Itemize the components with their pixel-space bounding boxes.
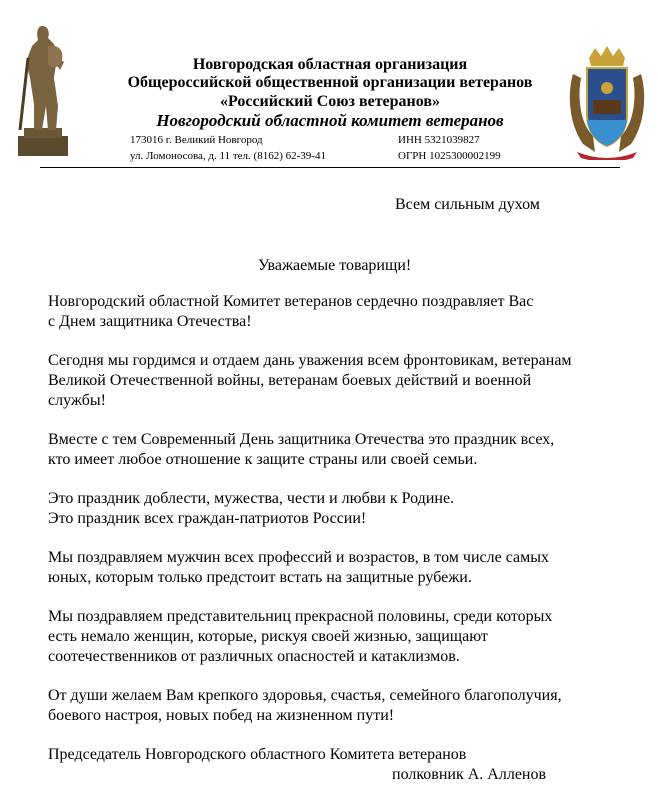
paragraph-1-line-1: Новгородский областной Комитет ветеранов сердечно поздравляет Вас — [48, 293, 534, 310]
paragraph-7-line-2: боевого настроя, новых побед на жизненном пути! — [48, 707, 395, 724]
paragraph-3-line-1: Вместе с тем Современный День защитника Отечества это праздник всех, — [48, 431, 555, 448]
org-name-line3: «Российский Союз ветеранов» — [219, 93, 441, 110]
paragraph-6-line-3: соотечественников от различных опасностей и катаклизмов. — [48, 648, 460, 665]
paragraph-2-line-2: Великой Отечественной войны, ветеранам боевых действий и военной — [48, 372, 532, 389]
paragraph-6-line-1: Мы поздравляем представительниц прекрасной половины, среди которых — [48, 608, 553, 625]
header-divider — [40, 167, 620, 168]
greeting: Уважаемые товарищи! — [258, 257, 412, 274]
paragraph-3-line-2: кто имеет любое отношение к защите страны или своей семьи. — [48, 451, 478, 468]
signature-title: Председатель Новгородского областного Комитета ветеранов — [48, 746, 467, 763]
paragraph-4-line-2: Это праздник всех граждан-патриотов России! — [48, 510, 367, 527]
org-name-line2: Общероссийской общественной организации ветеранов — [127, 74, 533, 91]
org-name-line4: Новгородский областной комитет ветеранов — [156, 111, 504, 130]
monument-image — [12, 18, 74, 158]
inn-number: ИНН 5321039827 — [398, 134, 480, 146]
paragraph-5-line-2: юных, которым только предстоит встать на защитные рубежи. — [48, 569, 472, 586]
paragraph-2-line-3: службы! — [48, 392, 106, 409]
paragraph-1-line-2: с Днем защитника Отечества! — [48, 313, 252, 330]
paragraph-4-line-1: Это праздник доблести, мужества, чести и любви к Родине. — [48, 490, 455, 507]
address-line2: ул. Ломоносова, д. 11 тел. (8162) 62-39-41 — [130, 150, 326, 162]
paragraph-2-line-1: Сегодня мы гордимся и отдаем дань уважения всем фронтовикам, ветеранам — [48, 352, 572, 369]
org-name-line1: Новгородская областная организация — [192, 56, 468, 73]
paragraph-6-line-2: есть немало женщин, которые, рискуя своей жизнью, защищают — [48, 628, 488, 645]
signature-name: полковник А. Алленов — [392, 766, 547, 783]
recipient: Всем сильным духом — [395, 196, 540, 213]
ogrn-number: ОГРН 1025300002199 — [398, 150, 501, 162]
address-line1: 173016 г. Великий Новгород — [130, 134, 263, 146]
paragraph-5-line-1: Мы поздравляем мужчин всех профессий и возрастов, в том числе самых — [48, 549, 549, 566]
paragraph-7-line-1: От души желаем Вам крепкого здоровья, счастья, семейного благополучия, — [48, 687, 562, 704]
